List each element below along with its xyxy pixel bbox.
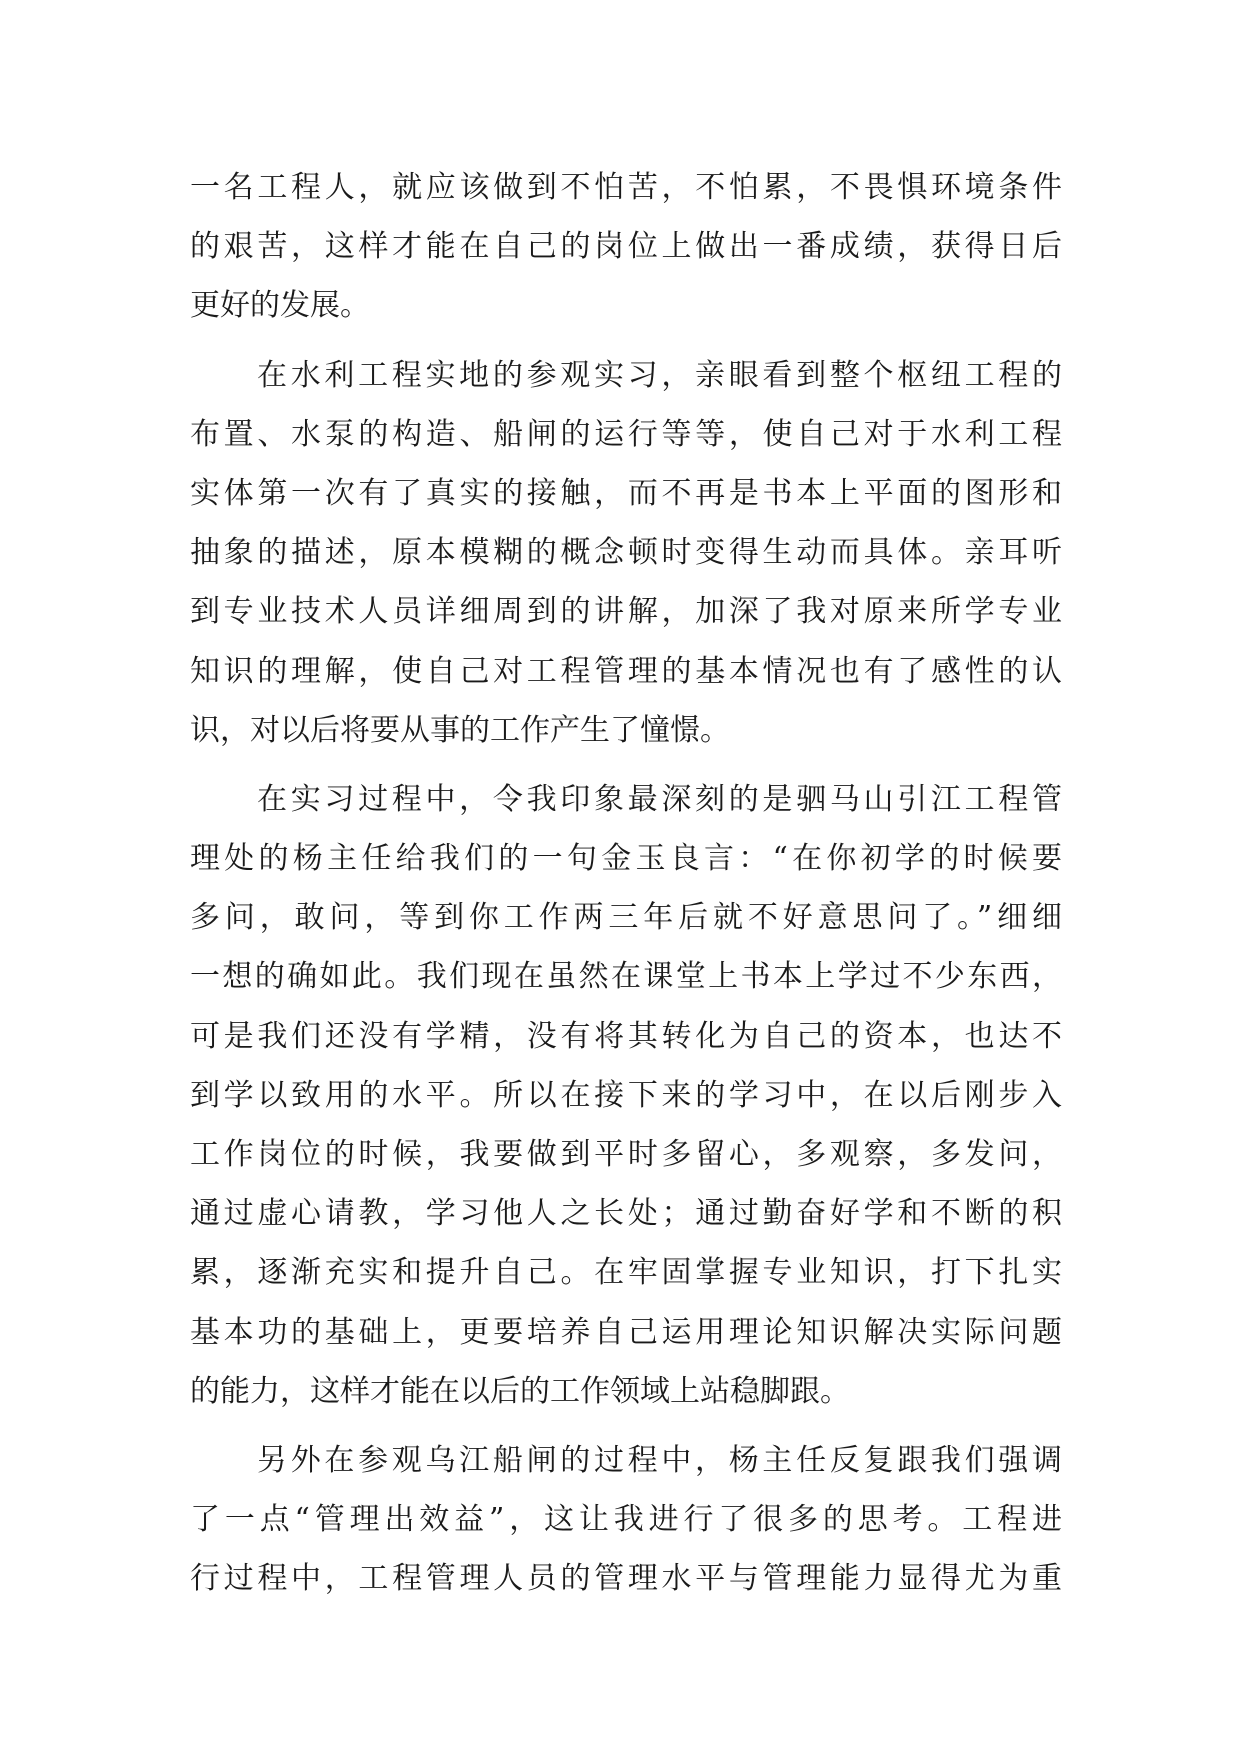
text-line: 在水利工程实地的参观实习，亲眼看到整个枢纽工程的 [257, 357, 1062, 393]
text-line: 实体第一次有了真实的接触，而不再是书本上平面的图形和 [190, 475, 1062, 511]
text-line: 布置、水泵的构造、船闸的运行等等，使自己对于水利工程 [190, 416, 1062, 452]
paragraph-3 [190, 770, 1062, 1421]
text-line: 累，逐渐充实和提升自己。在牢固掌握专业知识，打下扎实 [190, 1255, 1062, 1291]
text-line: 更好的发展。 [190, 288, 370, 324]
text-line: 到专业技术人员详细周到的讲解，加深了我对原来所学专业 [190, 594, 1062, 630]
text-line: 一想的确如此。我们现在虽然在课堂上书本上学过不少东西， [190, 959, 1062, 995]
text-line: 另外在参观乌江船闸的过程中，杨主任反复跟我们强调 [257, 1442, 1062, 1478]
text-line: 多问，敢问，等到你工作两三年后就不好意思问了。”细细 [190, 900, 1062, 936]
text-line: 理处的杨主任给我们的一句金玉良言：“在你初学的时候要 [190, 841, 1062, 877]
text-line: 的艰苦，这样才能在自己的岗位上做出一番成绩，获得日后 [190, 229, 1062, 265]
text-line: 通过虚心请教，学习他人之长处；通过勤奋好学和不断的积 [190, 1196, 1062, 1232]
text-line: 了一点“管理出效益”，这让我进行了很多的思考。工程进 [190, 1502, 1062, 1538]
text-line: 工作岗位的时候，我要做到平时多留心，多观察，多发问， [190, 1137, 1062, 1172]
text-line: 可是我们还没有学精，没有将其转化为自己的资本，也达不 [190, 1018, 1062, 1054]
text-line: 行过程中，工程管理人员的管理水平与管理能力显得尤为重 [190, 1561, 1062, 1597]
text-line: 一名工程人，就应该做到不怕苦，不怕累，不畏惧环境条件 [190, 170, 1062, 205]
paragraph-2 [190, 346, 1062, 760]
text-line: 的能力，这样才能在以后的工作领域上站稳脚跟。 [190, 1373, 850, 1409]
text-line: 在实习过程中，令我印象最深刻的是驷马山引江工程管 [257, 781, 1062, 817]
text-line: 知识的理解，使自己对工程管理的基本情况也有了感性的认 [190, 653, 1062, 689]
document-body [190, 158, 1062, 1609]
text-line: 识，对以后将要从事的工作产生了憧憬。 [190, 712, 730, 748]
text-line: 到学以致用的水平。所以在接下来的学习中，在以后刚步入 [190, 1077, 1062, 1113]
paragraph-4 [190, 1431, 1062, 1609]
text-line: 抽象的描述，原本模糊的概念顿时变得生动而具体。亲耳听 [190, 535, 1062, 571]
paragraph-1 [190, 158, 1062, 336]
text-line: 基本功的基础上，更要培养自己运用理论知识解决实际问题 [190, 1314, 1062, 1350]
